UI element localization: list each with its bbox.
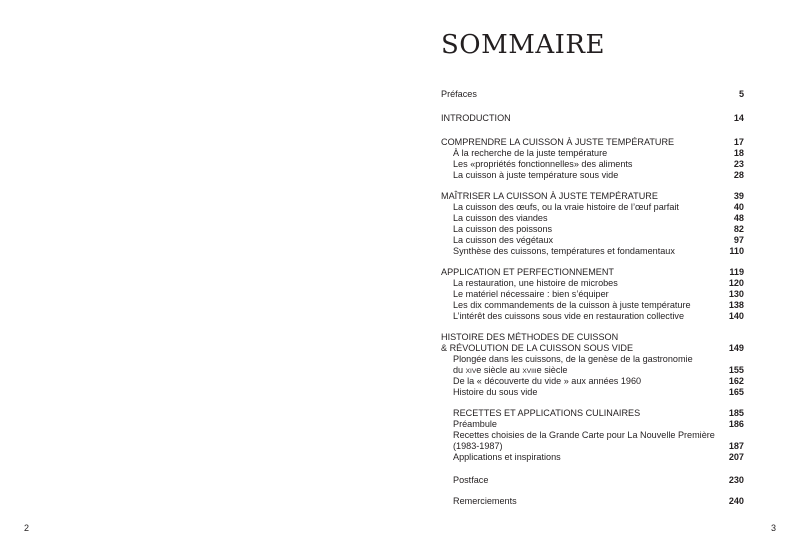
toc-entry[interactable] bbox=[441, 496, 744, 507]
toc-entry[interactable] bbox=[441, 430, 744, 441]
toc-entry-label: Histoire du sous vide bbox=[453, 387, 538, 397]
toc-entry[interactable] bbox=[441, 376, 744, 387]
toc-entry-label: Remerciements bbox=[453, 496, 517, 506]
folio-left: 2 bbox=[24, 523, 30, 533]
toc-entry-page: 119 bbox=[729, 267, 744, 277]
toc-entry-label: Synthèse des cuissons, températures et fondamentaux bbox=[453, 246, 675, 256]
toc-entry-page: 40 bbox=[733, 202, 744, 212]
toc-entry-page: 155 bbox=[728, 365, 744, 375]
century-text: du bbox=[453, 365, 466, 375]
century-text: e siècle au bbox=[476, 365, 523, 375]
toc-entry[interactable] bbox=[441, 311, 744, 322]
toc-entry-label: COMPRENDRE LA CUISSON À JUSTE TEMPÉRATURE bbox=[441, 137, 675, 147]
toc-entry[interactable] bbox=[441, 365, 744, 376]
toc-entry[interactable] bbox=[441, 213, 744, 224]
toc-entry-label: Recettes choisies de la Grande Carte pour La Nouvelle Première bbox=[453, 430, 715, 440]
toc-entry-label: La restauration, une histoire de microbes bbox=[453, 278, 618, 288]
toc-entry-label: APPLICATION ET PERFECTIONNEMENT bbox=[441, 267, 614, 277]
toc-entry-label: Les dix commandements de la cuisson à juste température bbox=[453, 300, 691, 310]
toc-entry[interactable] bbox=[441, 137, 744, 148]
toc-entry-page: 186 bbox=[728, 419, 744, 429]
toc-entry[interactable] bbox=[441, 89, 744, 100]
toc-entry-label: La cuisson des œufs, ou la vraie histoire de l’œuf parfait bbox=[453, 202, 679, 212]
toc-entry-page: 138 bbox=[728, 300, 744, 310]
toc-entry[interactable] bbox=[441, 224, 744, 235]
toc-entry-label: À la recherche de la juste température bbox=[453, 148, 608, 158]
toc-entry[interactable] bbox=[441, 278, 744, 289]
toc-entry-label: HISTOIRE DES MÉTHODES DE CUISSON bbox=[441, 332, 619, 342]
toc-entry-page: 48 bbox=[733, 213, 744, 223]
toc-entry-page: 23 bbox=[733, 159, 744, 169]
toc-entry-page: 185 bbox=[728, 408, 744, 418]
toc-entry[interactable] bbox=[441, 343, 744, 354]
toc-entry[interactable] bbox=[441, 475, 744, 486]
toc-entry-page: 130 bbox=[728, 289, 744, 299]
toc-entry[interactable] bbox=[441, 419, 744, 430]
toc-entry-page: 5 bbox=[738, 89, 744, 99]
toc-entry[interactable] bbox=[441, 202, 744, 213]
toc-entry-page: 187 bbox=[728, 441, 744, 451]
toc-entry[interactable] bbox=[441, 452, 744, 463]
toc-entry[interactable] bbox=[441, 235, 744, 246]
toc-entry[interactable] bbox=[441, 289, 744, 300]
toc-entry-page: 240 bbox=[728, 496, 744, 506]
toc-entry-label: RECETTES ET APPLICATIONS CULINAIRES bbox=[453, 408, 641, 418]
toc-entry-label: Préfaces bbox=[441, 89, 477, 99]
toc-entry-page: 39 bbox=[733, 191, 744, 201]
toc-entry[interactable] bbox=[441, 408, 744, 419]
toc-entry-label: MAÎTRISER LA CUISSON À JUSTE TEMPÉRATURE bbox=[441, 191, 658, 201]
toc-entry-page: 110 bbox=[729, 246, 744, 256]
toc-entry-label: INTRODUCTION bbox=[441, 113, 511, 123]
toc-entry-label: La cuisson des végétaux bbox=[453, 235, 554, 245]
toc-entry-page: 207 bbox=[728, 452, 744, 462]
toc-entry-label: Postface bbox=[453, 475, 489, 485]
folio-right: 3 bbox=[771, 523, 777, 533]
toc-entry-label: La cuisson des viandes bbox=[453, 213, 548, 223]
toc-entry-page: 120 bbox=[728, 278, 744, 288]
toc-entry[interactable] bbox=[441, 441, 744, 452]
toc-entry[interactable] bbox=[441, 300, 744, 311]
toc-entry-page: 162 bbox=[728, 376, 744, 386]
toc-entry-label: De la « découverte du vide » aux années 1960 bbox=[453, 376, 642, 386]
toc-entry-page: 18 bbox=[733, 148, 744, 158]
toc-entry-label: La cuisson à juste température sous vide bbox=[453, 170, 619, 180]
toc-entry-page: 149 bbox=[728, 343, 744, 353]
toc-entry[interactable] bbox=[441, 159, 744, 170]
toc-entry-label: Préambule bbox=[453, 419, 497, 429]
century-smallcaps: XIV bbox=[465, 368, 477, 375]
toc-entry[interactable] bbox=[441, 246, 744, 257]
toc-entry[interactable] bbox=[441, 148, 744, 159]
toc-entry-label: Les «propriétés fonctionnelles» des aliments bbox=[453, 159, 633, 169]
toc-entry-label: (1983-1987) bbox=[453, 441, 503, 451]
toc-entry-label: L’intérêt des cuissons sous vide en restauration collective bbox=[453, 311, 685, 321]
toc-entry[interactable] bbox=[441, 170, 744, 181]
toc-entry-page: 17 bbox=[733, 137, 744, 147]
page-title: SOMMAIRE bbox=[441, 30, 605, 60]
toc-entry[interactable] bbox=[441, 387, 744, 398]
toc-entry-page: 14 bbox=[733, 113, 744, 123]
toc-entry[interactable] bbox=[441, 191, 744, 202]
toc-entry-page: 140 bbox=[728, 311, 744, 321]
century-text: e siècle bbox=[536, 365, 568, 375]
toc-entry[interactable] bbox=[441, 113, 744, 124]
toc-entry-label: & RÉVOLUTION DE LA CUISSON SOUS VIDE bbox=[441, 343, 634, 353]
toc-entry-page: 230 bbox=[728, 475, 744, 485]
toc-entry-label: La cuisson des poissons bbox=[453, 224, 553, 234]
toc-entry-label: Applications et inspirations bbox=[453, 452, 561, 462]
toc-entry[interactable] bbox=[441, 354, 744, 365]
century-smallcaps: XVIII bbox=[522, 368, 537, 375]
toc-entry-page: 97 bbox=[733, 235, 744, 245]
toc-entry-label: Plongée dans les cuissons, de la genèse de la gastronomie bbox=[453, 354, 693, 364]
toc-entry-page: 165 bbox=[728, 387, 744, 397]
toc-entry-label: Le matériel nécessaire : bien s’équiper bbox=[453, 289, 609, 299]
toc-entry[interactable] bbox=[441, 332, 744, 343]
toc-entry-page: 82 bbox=[733, 224, 744, 234]
toc-entry-page: 28 bbox=[733, 170, 744, 180]
toc-entry[interactable] bbox=[441, 267, 744, 278]
